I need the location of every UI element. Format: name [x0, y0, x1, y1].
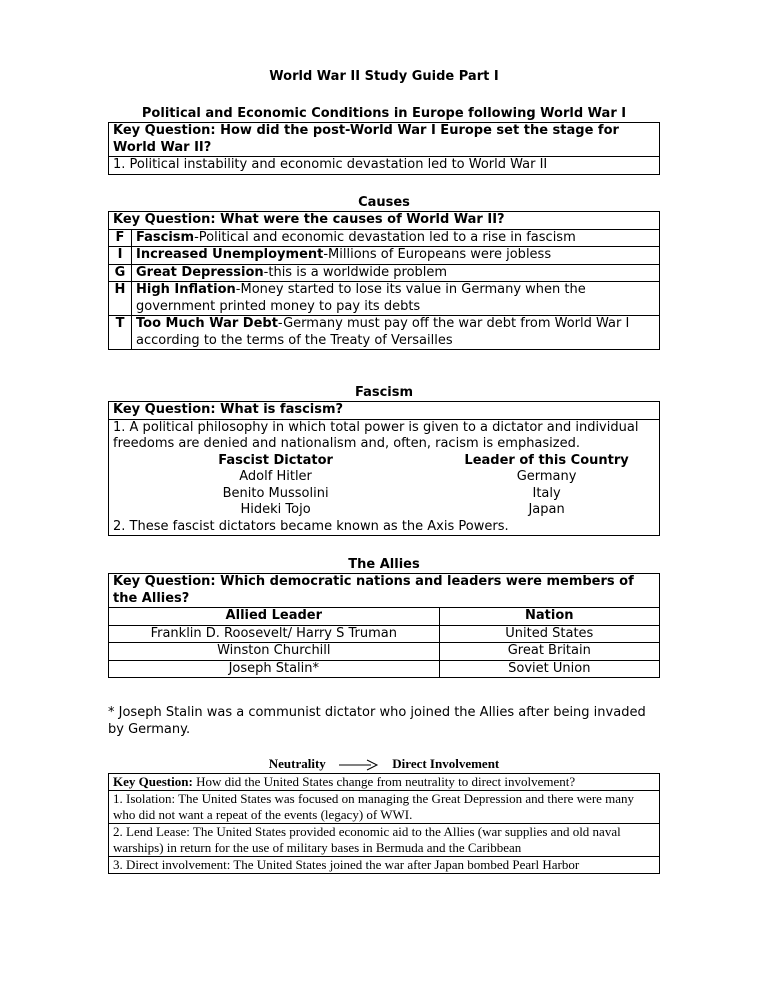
neutrality-label: Neutrality: [268, 756, 326, 771]
cause-desc: -Political and economic devastation led to a rise in fascism: [194, 229, 576, 245]
cause-desc: -this is a worldwide problem: [263, 264, 448, 280]
axis-powers-note: 2. These fascist dictators became known as the Axis Powers.: [113, 518, 509, 534]
dictator-name: Benito Mussolini: [222, 485, 329, 501]
countries-col-header: Leader of this Country: [464, 452, 629, 468]
dictator-row: [113, 502, 655, 519]
fascism-table: [108, 401, 660, 536]
cause-letter: G: [109, 264, 132, 282]
conditions-answer: 1. Political instability and economic devastation led to World War II: [109, 157, 660, 175]
section-title-causes: Causes: [358, 195, 410, 210]
dictators-table: [113, 453, 655, 519]
direct-involvement-label: Direct Involvement: [392, 756, 500, 771]
section-title-neutrality: [0, 756, 768, 772]
cause-letter: F: [109, 229, 132, 247]
dictator-country: Italy: [532, 485, 561, 501]
dictator-name: Adolf Hitler: [239, 469, 312, 484]
section-title-conditions: Political and Economic Conditions in Europe following World War I: [141, 106, 627, 121]
dictator-name: Hideki Tojo: [240, 502, 311, 517]
nation-col-header: Nation: [439, 608, 659, 626]
causes-row: [109, 264, 660, 282]
allies-table: [108, 573, 660, 678]
section-title-fascism: Fascism: [354, 385, 414, 400]
cause-letter: I: [109, 247, 132, 265]
allied-row: [109, 625, 660, 643]
cause-term: Too Much War Debt: [136, 316, 278, 331]
cause-letter: T: [109, 316, 132, 350]
cause-text: [132, 282, 660, 316]
causes-table: [108, 211, 660, 350]
allied-row: [109, 660, 660, 678]
allied-leader-col-header: Allied Leader: [109, 608, 440, 626]
cause-text: [132, 229, 660, 247]
right-arrow-icon: [339, 759, 379, 771]
causes-row: [109, 247, 660, 265]
causes-row: [109, 282, 660, 316]
cause-term: Fascism: [136, 229, 195, 245]
causes-key-question: Key Question: What were the causes of World War II?: [109, 212, 660, 230]
neutrality-table: [108, 773, 660, 874]
document-title: World War II Study Guide Part I: [269, 69, 499, 84]
allied-leader: Winston Churchill: [109, 643, 440, 661]
causes-row: [109, 229, 660, 247]
section-title-allies: The Allies: [348, 557, 420, 572]
fascism-key-question: Key Question: What is fascism?: [109, 402, 660, 420]
conditions-key-question: Key Question: How did the post-World War I Europe set the stage for World War II?: [109, 123, 660, 157]
cause-desc: -Millions of Europeans were jobless: [323, 247, 552, 262]
dictator-country: Japan: [528, 502, 565, 517]
neutrality-row: [109, 824, 660, 857]
fascism-definition: 1. A political philosophy in which total power is given to a dictator and individual freedoms are denied and nationalism and, often, racism is emphasized.: [113, 419, 639, 451]
key-question-label: Key Question:: [113, 774, 193, 789]
neutrality-row-text: 3. Direct involvement: The United States joined the war after Japan bombed Pearl Harbor: [109, 857, 660, 874]
stalin-footnote: * Joseph Stalin was a communist dictator who joined the Allies after being invaded by Germany.: [108, 705, 646, 737]
neutrality-row: [109, 857, 660, 874]
neutrality-key-question: [109, 774, 660, 791]
causes-row: [109, 316, 660, 350]
cause-desc: -Money started to lose its value in Germany when the government printed money to pay its debts: [136, 282, 586, 314]
neutrality-row: [109, 791, 660, 824]
neutrality-row-text: 2. Lend Lease: The United States provided economic aid to the Allies (war supplies and old naval warships) in return for the use of military bases in Bermuda and the Caribbean: [109, 824, 660, 857]
cause-letter: H: [109, 282, 132, 316]
dictators-col-header: Fascist Dictator: [218, 452, 333, 468]
dictator-country: Germany: [516, 469, 577, 484]
dictator-row: [113, 486, 655, 503]
cause-term: High Inflation: [136, 282, 236, 297]
cause-desc: -Germany must pay off the war debt from World War I according to the terms of the Treaty of Versailles: [136, 316, 630, 348]
cause-term: Increased Unemployment: [136, 247, 324, 262]
allied-nation: United States: [439, 625, 659, 643]
allied-leader: Franklin D. Roosevelt/ Harry S Truman: [109, 625, 440, 643]
cause-term: Great Depression: [136, 264, 264, 280]
dictator-row: [113, 469, 655, 486]
cause-text: [132, 247, 660, 265]
allied-row: [109, 643, 660, 661]
cause-text: [132, 264, 660, 282]
allied-leader: Joseph Stalin*: [109, 660, 440, 678]
allied-nation: Soviet Union: [439, 660, 659, 678]
fascism-body: [109, 419, 660, 536]
cause-text: [132, 316, 660, 350]
allies-key-question: Key Question: Which democratic nations and leaders were members of the Allies?: [109, 574, 660, 608]
key-question-text: How did the United States change from neutrality to direct involvement?: [192, 774, 576, 789]
neutrality-row-text: 1. Isolation: The United States was focused on managing the Great Depression and there were many who did not want a repeat of the events (legacy) of WWI.: [109, 791, 660, 824]
allied-nation: Great Britain: [439, 643, 659, 661]
conditions-table: [108, 122, 660, 175]
